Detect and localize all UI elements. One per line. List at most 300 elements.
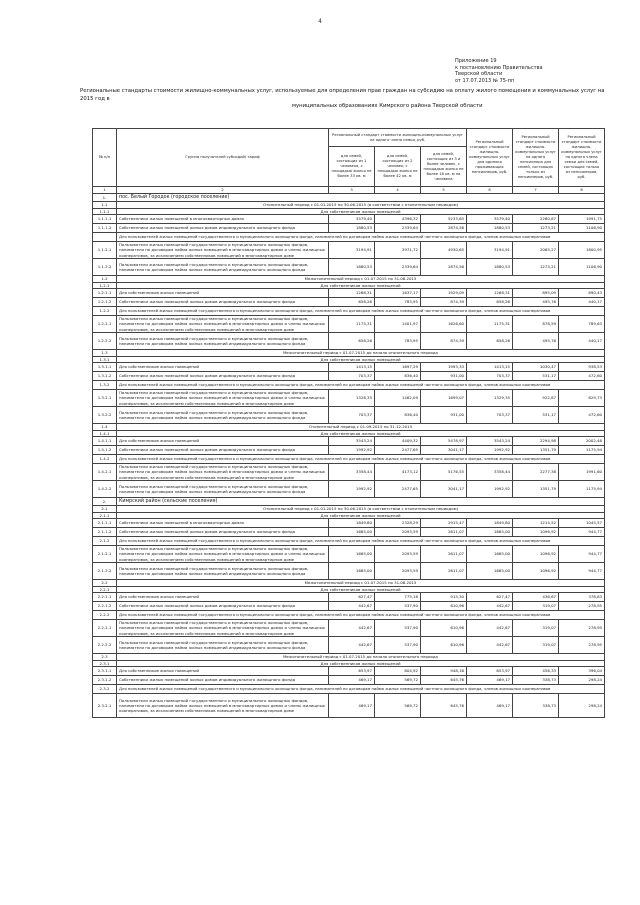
value-cell: 1351,79 — [513, 481, 559, 498]
section-title: Кимрский район (сельские поселения) — [117, 498, 605, 506]
row-number: 2.1.2.2 — [93, 563, 117, 580]
table-row — [93, 694, 605, 718]
row-description: Для собственников жилых помещений — [117, 667, 329, 676]
value-cell: 1351,79 — [513, 446, 559, 455]
value-cell: 442,67 — [329, 620, 375, 637]
colnum-cell: 8 — [559, 187, 605, 194]
row-number: 1.2.1 — [93, 282, 117, 289]
value-cell: 298,24 — [559, 676, 605, 685]
row-description: Собственники жилых помещений жилых домов индивидуального жилищного фонда — [117, 224, 329, 233]
value-cell: 2874,56 — [421, 259, 467, 276]
value-cell: 2339,64 — [375, 224, 421, 233]
row-number: 2.1.2.1 — [93, 546, 117, 563]
row-description: Пользователи жилых помещений государственного и муниципального жилищных фондов, наниматели по договорам найма жилых помещений в многоквартирных домах и члены жилищных кооперативов, за исключением собственников помещений в многоквартирном доме — [117, 242, 329, 259]
table-row — [93, 333, 605, 350]
colnum-cell: 7 — [513, 187, 559, 194]
value-cell: 442,67 — [329, 602, 375, 611]
value-cell: 1993,33 — [421, 363, 467, 372]
row-number: 1.1 — [93, 202, 117, 209]
value-cell: 2328,29 — [375, 519, 421, 528]
row-description: Пользователи жилых помещений государственного и муниципального жилищных фондов, наниматели по договорам найма жилых помещений в многоквартирных домах и члены жилищных кооперативов, за исключением собственников помещений в многоквартирном доме — [117, 546, 329, 563]
row-description: Пользователи жилых помещений государственного и муниципального жилищных фондов, наниматели по договорам найма жилых помещений в многоквартирных домах и члены жилищных кооперативов, за исключением собственников помещений в многоквартирном доме — [117, 464, 329, 481]
value-cell: 2093,59 — [375, 563, 421, 580]
value-cell: 4173,12 — [375, 464, 421, 481]
value-cell: 319,07 — [513, 620, 559, 637]
value-cell: 1045,57 — [559, 519, 605, 528]
colnum-cell: 3 — [329, 187, 375, 194]
header-group: Группа получателей субсидий/ тариф — [117, 129, 329, 187]
value-cell: 645,76 — [421, 676, 467, 685]
value-cell: 1991,75 — [559, 215, 605, 224]
value-cell: 2477,65 — [375, 481, 421, 498]
header-num: № п/п — [93, 129, 117, 187]
group-note: Для пользователей жилых помещений государственного и муниципального жилищного фонда, нанимателей по договорам найма жилых помещений частного жилищного фонда, членов жилищных кооперативов — [117, 685, 605, 694]
table-row — [93, 390, 605, 407]
value-cell: 783,95 — [375, 298, 421, 307]
header-col3: для семей, состоящих из 3 и более человек, с площадью жилья не более 18 кв. м на человека — [421, 147, 467, 187]
value-cell: 3971,72 — [375, 242, 421, 259]
value-cell: 1665,00 — [467, 528, 513, 537]
page-number: 4 — [318, 18, 322, 25]
value-cell: 3041,17 — [421, 481, 467, 498]
value-cell: 1880,53 — [329, 224, 375, 233]
value-cell: 2002,48 — [559, 437, 605, 446]
value-cell: 2339,64 — [375, 259, 421, 276]
appendix-line: Приложение 19 — [455, 58, 497, 64]
group-note: Для пользователей жилых помещений государственного и муниципального жилищного фонда, нанимателей по договорам найма жилых помещений частного жилищного фонда, членов жилищных кооперативов — [117, 537, 605, 546]
row-description: Пользователи жилых помещений государственного и муниципального жилищных фондов, наниматели по договорам найма жилых помещений в многоквартирных домах и члены жилищных кооперативов, за исключением собственников помещений в многоквартирном доме — [117, 390, 329, 407]
note-row — [93, 381, 605, 390]
value-cell: 3579,40 — [467, 215, 513, 224]
table-row — [93, 224, 605, 233]
value-cell: 627,47 — [329, 593, 375, 602]
row-number: 2.1 — [93, 506, 117, 513]
row-number: 1.1.2.2 — [93, 259, 117, 276]
value-cell: 531,17 — [513, 372, 559, 381]
row-number: 2.2.2.2 — [93, 637, 117, 654]
row-description: Собственники жилых помещений жилых домов индивидуального жилищного фонда — [117, 446, 329, 455]
value-cell: 653,97 — [467, 667, 513, 676]
value-cell: 531,17 — [513, 407, 559, 424]
value-cell: 4396,32 — [375, 215, 421, 224]
value-cell: 1699,07 — [421, 390, 467, 407]
period-title: Для собственников жилых помещений — [117, 660, 605, 667]
value-cell: 2093,59 — [375, 546, 421, 563]
value-cell: 645,76 — [421, 694, 467, 718]
table-row — [93, 437, 605, 446]
row-number: 1.2.2.1 — [93, 316, 117, 333]
table-row — [93, 259, 605, 276]
document-title-line2: муниципальных образованиях Кимрского района Тверской области — [292, 103, 483, 109]
row-number: 1.3.1 — [93, 356, 117, 363]
header-col6: Региональный стандарт стоимости жилищно-коммунальных услуг на одного члена семьи для семей, состоящих только из пенсионеров, руб. — [559, 129, 605, 187]
row-number: 2.2 — [93, 580, 117, 587]
value-cell: 1106,90 — [559, 259, 605, 276]
value-cell: 944,77 — [559, 546, 605, 563]
value-cell: 3543,24 — [467, 437, 513, 446]
value-cell: 703,37 — [467, 407, 513, 424]
table-row — [93, 667, 605, 676]
row-description: Пользователи жилых помещений государственного и муниципального жилищных фондов, наниматели по договорам найма жилых помещений индивидуального жилищного фонда — [117, 333, 329, 350]
row-description: Для собственников жилых помещений — [117, 593, 329, 602]
row-number: 2.1.2 — [93, 537, 117, 546]
period-title: Межотопительный период с 01.07.2015 по 31.08.2015 — [117, 276, 605, 283]
value-cell: 789,63 — [559, 316, 605, 333]
group-note: Для пользователей жилых помещений государственного и муниципального жилищного фонда, нанимателей по договорам найма жилых помещений частного жилищного фонда, членов жилищных кооперативов — [117, 307, 605, 316]
value-cell: 319,07 — [513, 602, 559, 611]
value-cell: 456,33 — [513, 667, 559, 676]
value-cell: 1329,35 — [467, 390, 513, 407]
group-note: Для пользователей жилых помещений государственного и муниципального жилищного фонда, нанимателей по договорам найма жилых помещений частного жилищного фонда, членов жилищных кооперативов — [117, 611, 605, 620]
row-description: Собственники жилых помещений жилых домов индивидуального жилищного фонда — [117, 676, 329, 685]
value-cell: 922,87 — [513, 390, 559, 407]
value-cell: 537,90 — [375, 637, 421, 654]
value-cell: 4409,32 — [375, 437, 421, 446]
period-title: Для собственников жилых помещений — [117, 512, 605, 519]
value-cell: 878,59 — [513, 316, 559, 333]
value-cell: 1413,15 — [329, 363, 375, 372]
row-number: 1.4.1.2 — [93, 446, 117, 455]
row-number: 1.2.1.2 — [93, 298, 117, 307]
table-row — [93, 298, 605, 307]
value-cell: 1992,92 — [467, 446, 513, 455]
value-cell: 1214,52 — [513, 519, 559, 528]
row-number: 2.2.1.2 — [93, 602, 117, 611]
value-cell: 658,26 — [329, 298, 375, 307]
value-cell: 469,17 — [329, 676, 375, 685]
value-cell: 469,17 — [467, 676, 513, 685]
value-cell: 804,92 — [375, 667, 421, 676]
header-col4: Региональный стандарт стоимости жилищно-коммунальных услуг для одиноко проживающих пенсионеров, руб. — [467, 129, 513, 187]
value-cell: 1637,17 — [375, 289, 421, 298]
value-cell: 1800,95 — [559, 242, 605, 259]
table-row — [93, 289, 605, 298]
row-number: 2.1.1.2 — [93, 528, 117, 537]
row-number — [93, 233, 117, 242]
table-row — [93, 676, 605, 685]
row-description: Собственники жилых помещений жилых домов индивидуального жилищного фонда — [117, 298, 329, 307]
value-cell: 703,37 — [329, 372, 375, 381]
row-number: 2. — [93, 498, 117, 506]
value-cell: 1175,31 — [467, 316, 513, 333]
value-cell: 2611,07 — [421, 528, 467, 537]
value-cell: 1697,29 — [375, 363, 421, 372]
value-cell: 1106,90 — [559, 224, 605, 233]
value-cell: 1268,31 — [329, 289, 375, 298]
value-cell: 2093,59 — [375, 528, 421, 537]
note-row — [93, 307, 605, 316]
value-cell: 319,07 — [513, 637, 559, 654]
note-row — [93, 537, 605, 546]
row-number: 2.3.1.1 — [93, 667, 117, 676]
row-number: 1.3 — [93, 350, 117, 357]
value-cell: 569,72 — [375, 676, 421, 685]
value-cell: 495,76 — [513, 298, 559, 307]
row-number: 2.1.1.1 — [93, 519, 117, 528]
row-number: 1.1.1.2 — [93, 224, 117, 233]
value-cell: 2477,65 — [375, 446, 421, 455]
row-description: Пользователи жилых помещений государственного и муниципального жилищных фондов, наниматели по договорам найма жилых помещений в многоквартирных домах и члены жилищных кооперативов, за исключением собственников помещений в многоквартирном доме — [117, 316, 329, 333]
table-row — [93, 215, 605, 224]
value-cell: 537,90 — [375, 620, 421, 637]
header-col2: для семей, состоящих из 2 человек, с площадью жилья не более 42 кв. м — [375, 147, 421, 187]
table-row — [93, 620, 605, 637]
period-title: Межотопительный период с 01.07.2015 до начала отопительного периода — [117, 350, 605, 357]
value-cell: 1462,09 — [375, 390, 421, 407]
value-cell: 495,76 — [513, 333, 559, 350]
appendix-block — [455, 58, 635, 84]
value-cell: 1929,09 — [421, 289, 467, 298]
row-number: 1.4.1 — [93, 430, 117, 437]
row-description: Пользователи жилых помещений государственного и муниципального жилищных фондов, наниматели по договорам найма жилых помещений индивидуального жилищного фонда — [117, 637, 329, 654]
table-row — [93, 546, 605, 563]
period-title: Межотопительный период с 01.07.2015 до начала отопительного периода — [117, 654, 605, 661]
row-description: Для собственников жилых помещений — [117, 363, 329, 372]
value-cell: 944,77 — [559, 528, 605, 537]
value-cell: 931,00 — [421, 407, 467, 424]
row-number: 1.4.2.2 — [93, 481, 117, 498]
value-cell: 938,53 — [559, 363, 605, 372]
header-col1: для семей, состоящих из 1 человека, с площадью жилья не более 33 кв. м — [329, 147, 375, 187]
period-title: Отопительный период с 01.01.2015 по 30.06.2015 (в соответствии с отопительным периодом) — [117, 506, 605, 513]
row-number: 2.3.2 — [93, 685, 117, 694]
value-cell: 278,95 — [559, 620, 605, 637]
value-cell: 4930,65 — [421, 242, 467, 259]
value-cell: 1096,92 — [513, 563, 559, 580]
value-cell: 1665,00 — [329, 563, 375, 580]
row-description: Собственники жилых помещений жилых домов индивидуального жилищного фонда — [117, 372, 329, 381]
value-cell: 436,67 — [513, 593, 559, 602]
value-cell: 442,67 — [467, 637, 513, 654]
value-cell: 836,40 — [375, 372, 421, 381]
value-cell: 537,90 — [375, 602, 421, 611]
row-number: 1.1.1.1 — [93, 215, 117, 224]
period-title: Межотопительный период с 01.07.2015 по 31.08.2015 — [117, 580, 605, 587]
value-cell: 931,00 — [421, 372, 467, 381]
table-row — [93, 363, 605, 372]
colnum-cell: 2 — [117, 187, 329, 194]
colnum-cell: 4 — [375, 187, 421, 194]
row-number: 1.4 — [93, 424, 117, 431]
note-row — [93, 233, 605, 242]
value-cell: 874,39 — [421, 298, 467, 307]
value-cell: 627,47 — [467, 593, 513, 602]
value-cell: 775,18 — [375, 593, 421, 602]
row-number: 2.3.1 — [93, 660, 117, 667]
appendix-line: к постановлению Правительства — [455, 64, 543, 71]
colnum-cell: 6 — [467, 187, 513, 194]
colnum-cell: 5 — [421, 187, 467, 194]
row-number: 2.3 — [93, 654, 117, 661]
row-description: Пользователи жилых помещений государственного и муниципального жилищных фондов, наниматели по договорам найма жилых помещений в многоквартирных домах и члены жилищных кооперативов, за исключением собственников помещений в многоквартирном доме — [117, 694, 329, 718]
value-cell: 3194,91 — [329, 242, 375, 259]
value-cell: 278,95 — [559, 637, 605, 654]
row-description: Собственники жилых помещений жилых домов индивидуального жилищного фонда — [117, 602, 329, 611]
table-row — [93, 563, 605, 580]
value-cell: 1992,92 — [329, 446, 375, 455]
value-cell: 469,17 — [329, 694, 375, 718]
value-cell: 944,77 — [559, 563, 605, 580]
value-cell: 1665,00 — [467, 546, 513, 563]
value-cell: 1665,00 — [329, 546, 375, 563]
table-row — [93, 407, 605, 424]
value-cell: 895,09 — [513, 289, 559, 298]
row-description: Для собственников жилых помещений — [117, 437, 329, 446]
value-cell: 1880,53 — [467, 259, 513, 276]
value-cell: 1273,21 — [513, 259, 559, 276]
value-cell: 472,60 — [559, 372, 605, 381]
period-title: Отопительный период с 01.09.2015 по 31.12.2015 — [117, 424, 605, 431]
value-cell: 829,73 — [559, 390, 605, 407]
value-cell: 1413,15 — [467, 363, 513, 372]
table-row — [93, 372, 605, 381]
value-cell: 2065,27 — [513, 242, 559, 259]
row-number: 1.3.2 — [93, 381, 117, 390]
value-cell: 3543,24 — [329, 437, 375, 446]
value-cell: 1175,94 — [559, 446, 605, 455]
row-number: 1. — [93, 194, 117, 202]
row-description: Пользователи жилых помещений государственного и муниципального жилищных фондов, наниматели по договорам найма жилых помещений индивидуального жилищного фонда — [117, 259, 329, 276]
value-cell: 569,72 — [375, 694, 421, 718]
row-number: 1.3.1.1 — [93, 363, 117, 372]
period-title: Для собственников жилых помещений — [117, 430, 605, 437]
value-cell: 1880,53 — [467, 224, 513, 233]
value-cell: 1665,00 — [329, 528, 375, 537]
value-cell: 2294,98 — [513, 437, 559, 446]
table-row — [93, 242, 605, 259]
value-cell: 2874,56 — [421, 224, 467, 233]
value-cell: 836,40 — [375, 407, 421, 424]
standards-table — [92, 128, 605, 718]
value-cell: 3579,40 — [329, 215, 375, 224]
group-note: Для пользователей жилых помещений государственного и муниципального жилищного фонда, нанимателей по договорам найма жилых помещений частного жилищного фонда, членов жилищных кооперативов — [117, 381, 605, 390]
value-cell: 658,26 — [329, 333, 375, 350]
document-title-line1: Региональные стандарты стоимости жилищно-коммунальных услуг, используемые для определения прав граждан на субсидию на оплату жилого помещения и коммунальных услуг на 2015 год в — [80, 88, 605, 102]
value-cell: 472,60 — [559, 407, 605, 424]
period-title: Отопительный период с 01.01.2015 по 30.06.2015 (в соответствии с отопительным периодом) — [117, 202, 605, 209]
value-cell: 298,24 — [559, 694, 605, 718]
value-cell: 396,04 — [559, 667, 605, 676]
table-row — [93, 637, 605, 654]
value-cell: 3194,91 — [467, 242, 513, 259]
period-title: Для собственников жилых помещений — [117, 282, 605, 289]
document-title — [80, 88, 618, 111]
value-cell: 1096,92 — [513, 528, 559, 537]
row-number: 1.4.2 — [93, 455, 117, 464]
period-title: Для собственников жилых помещений — [117, 356, 605, 363]
value-cell: 1665,00 — [467, 563, 513, 580]
value-cell: 1992,92 — [467, 481, 513, 498]
value-cell: 948,16 — [421, 667, 467, 676]
table-row — [93, 464, 605, 481]
group-note: Для пользователей жилых помещений государственного и муниципального жилищного фонда, нанимателей по договорам найма жилых помещений частного жилищного фонда, членов жилищных кооперативов — [117, 233, 605, 242]
row-number: 2.2.1.1 — [93, 593, 117, 602]
period-title: Для собственников жилых помещений — [117, 208, 605, 215]
note-row — [93, 455, 605, 464]
row-number: 2.2.2.1 — [93, 620, 117, 637]
value-cell: 658,26 — [467, 298, 513, 307]
header-rss-group: Региональный стандарт стоимости жилищно-коммунальных услуг на одного члена семьи, руб. — [329, 129, 467, 147]
section-title: пос. Белый Городок (городское поселение) — [117, 194, 605, 202]
value-cell: 1175,94 — [559, 481, 605, 498]
row-description: Пользователи жилых помещений государственного и муниципального жилищных фондов, наниматели по договорам найма жилых помещений индивидуального жилищного фонда — [117, 563, 329, 580]
value-cell: 1030,47 — [513, 363, 559, 372]
row-description: Собственники жилых помещений в многоквартирных домах — [117, 519, 329, 528]
value-cell: 2280,87 — [513, 215, 559, 224]
value-cell: 5478,97 — [421, 437, 467, 446]
row-number: 2.3.2.1 — [93, 694, 117, 718]
row-number: 1.4.1.1 — [93, 437, 117, 446]
value-cell: 2611,07 — [421, 546, 467, 563]
colnum-cell: 1 — [93, 187, 117, 194]
row-number: 1.2.2.2 — [93, 333, 117, 350]
row-description: Пользователи жилых помещений государственного и муниципального жилищных фондов, наниматели по договорам найма жилых помещений в многоквартирных домах и члены жилищных кооперативов, за исключением собственников помещений в многоквартирном доме — [117, 620, 329, 637]
value-cell: 1096,92 — [513, 546, 559, 563]
value-cell: 469,17 — [467, 694, 513, 718]
value-cell: 1175,31 — [329, 316, 375, 333]
value-cell: 2915,47 — [421, 519, 467, 528]
table-row — [93, 481, 605, 498]
value-cell: 3041,17 — [421, 446, 467, 455]
period-title: Для собственников жилых помещений — [117, 586, 605, 593]
value-cell: 338,73 — [513, 676, 559, 685]
value-cell: 890,43 — [559, 289, 605, 298]
row-number: 1.3.2.1 — [93, 390, 117, 407]
section-row — [93, 194, 605, 202]
value-cell: 658,26 — [467, 333, 513, 350]
group-note: Для пользователей жилых помещений государственного и муниципального жилищного фонда, нанимателей по договорам найма жилых помещений частного жилищного фонда, членов жилищных кооперативов — [117, 455, 605, 464]
value-cell: 915,30 — [421, 593, 467, 602]
value-cell: 1273,21 — [513, 224, 559, 233]
value-cell: 5233,65 — [421, 215, 467, 224]
value-cell: 5176,55 — [421, 464, 467, 481]
value-cell: 442,67 — [467, 602, 513, 611]
table-row — [93, 593, 605, 602]
value-cell: 1880,53 — [329, 259, 375, 276]
row-description: Пользователи жилых помещений государственного и муниципального жилищных фондов, наниматели по договорам найма жилых помещений индивидуального жилищного фонда — [117, 407, 329, 424]
note-row — [93, 685, 605, 694]
table-row — [93, 316, 605, 333]
row-number: 1.2 — [93, 276, 117, 283]
value-cell: 1849,80 — [467, 519, 513, 528]
value-cell: 338,73 — [513, 694, 559, 718]
note-row — [93, 611, 605, 620]
row-number: 2.2.2 — [93, 611, 117, 620]
value-cell: 278,95 — [559, 602, 605, 611]
value-cell: 783,95 — [375, 333, 421, 350]
value-cell: 2611,07 — [421, 563, 467, 580]
row-number: 1.1.2.1 — [93, 242, 117, 259]
value-cell: 610,96 — [421, 602, 467, 611]
header-col5: Региональный стандарт стоимости жилищно-коммунальных услуг на одного пенсионера для семей, состоящих только из пенсионеров, руб. — [513, 129, 559, 187]
row-number: 1.1.1 — [93, 208, 117, 215]
value-cell: 1992,92 — [329, 481, 375, 498]
value-cell: 610,96 — [421, 620, 467, 637]
value-cell: 378,83 — [559, 593, 605, 602]
value-cell: 3358,44 — [467, 464, 513, 481]
appendix-line: Тверской области — [455, 71, 503, 78]
table-row — [93, 519, 605, 528]
table-row — [93, 446, 605, 455]
row-number: 1.4.2.1 — [93, 464, 117, 481]
row-description: Собственники жилых помещений в многоквартирных домах — [117, 215, 329, 224]
value-cell: 874,39 — [421, 333, 467, 350]
row-description: Собственники жилых помещений жилых домов индивидуального жилищного фонда — [117, 528, 329, 537]
appendix-line: от 17.07.2013 № 75-пп — [455, 77, 515, 84]
row-number: 2.2.1 — [93, 586, 117, 593]
value-cell: 1626,60 — [421, 316, 467, 333]
section-row — [93, 498, 605, 506]
